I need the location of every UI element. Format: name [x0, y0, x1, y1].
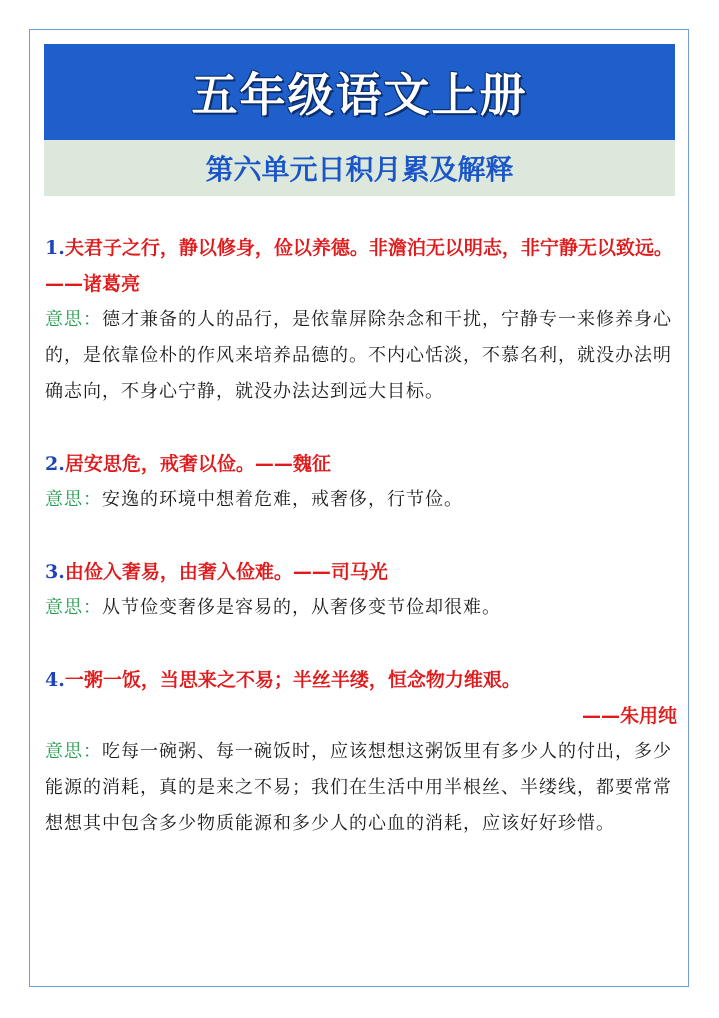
title-banner — [44, 44, 675, 140]
entry-3 — [45, 554, 677, 626]
entry-meaning — [45, 302, 677, 410]
entry-meaning — [45, 482, 677, 518]
meaning-label: 意思： — [45, 597, 102, 618]
meaning-label: 意思： — [45, 489, 102, 510]
entry-meaning — [45, 734, 677, 842]
quote-author: ——诸葛亮 — [45, 273, 141, 295]
entry-number: 2. — [45, 453, 65, 475]
entry-2 — [45, 446, 677, 518]
quote-text: 一粥一饭，当思来之不易；半丝半缕，恒念物力维艰。 — [64, 669, 521, 691]
entry-number: 1. — [45, 237, 65, 259]
entry-4 — [45, 662, 677, 842]
page-subtitle: 第六单元日积月累及解释 — [205, 153, 514, 186]
entry-number: 4. — [45, 669, 65, 691]
meaning-text: 安逸的环境中想着危难，戒奢侈，行节俭。 — [102, 489, 463, 510]
entry-quote — [45, 662, 677, 698]
entries-list — [45, 230, 677, 842]
meaning-text: 吃每一碗粥、每一碗饭时，应该想想这粥饭里有多少人的付出，多少能源的消耗，真的是来之不易；我们在生活中用半根丝、半缕线，都要常常想想其中包含多少物质能源和多少人的心血的消耗，应该好好珍惜。 — [45, 741, 672, 834]
document-page — [29, 29, 689, 987]
quote-text: 夫君子之行，静以修身，俭以养德。非澹泊无以明志，非宁静无以致远。 — [64, 237, 673, 259]
quote-text: 居安思危，戒奢以俭。 — [64, 453, 255, 475]
meaning-text: 德才兼备的人的品行，是依靠屏除杂念和干扰，宁静专一来修养身心的，是依靠俭朴的作风来培养品德的。不内心恬淡，不慕名利，就没办法明确志向，不身心宁静，就没办法达到远大目标。 — [45, 309, 672, 402]
meaning-text: 从节俭变奢侈是容易的，从奢侈变节俭却很难。 — [102, 597, 501, 618]
page-title: 五年级语文上册 — [191, 68, 528, 122]
entry-quote — [45, 446, 677, 482]
entry-quote — [45, 230, 677, 302]
quote-author: ——司马光 — [292, 561, 388, 583]
quote-author: ——魏征 — [254, 453, 331, 475]
meaning-label: 意思： — [45, 741, 102, 762]
quote-author: ——朱用纯 — [581, 705, 677, 727]
quote-text: 由俭入奢易，由奢入俭难。 — [64, 561, 293, 583]
entry-meaning — [45, 590, 677, 626]
entry-number: 3. — [45, 561, 65, 583]
subtitle-banner — [44, 140, 675, 196]
entry-1 — [45, 230, 677, 410]
meaning-label: 意思： — [45, 309, 102, 330]
entry-quote — [45, 554, 677, 590]
